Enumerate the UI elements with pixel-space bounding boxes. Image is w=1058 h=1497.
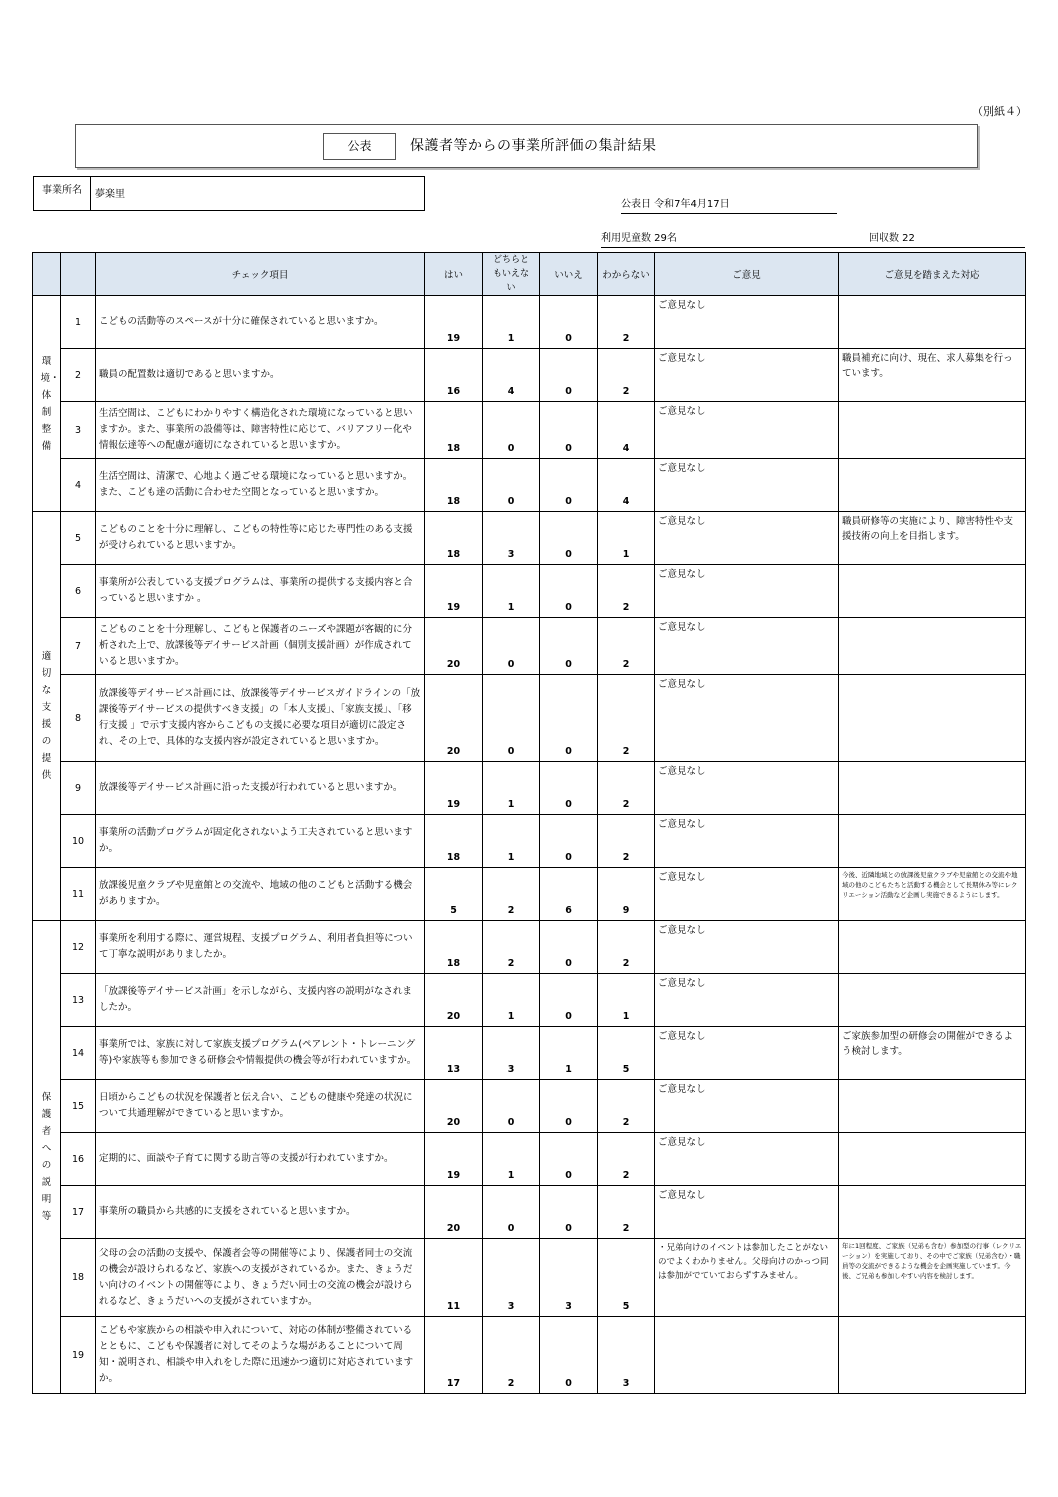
appendix-label: （別紙４）: [972, 105, 1027, 118]
opinion-text: ご意見なし: [655, 1133, 839, 1186]
public-label: 公表: [323, 133, 396, 160]
office-box: [33, 176, 425, 211]
evaluation-table: [32, 252, 1026, 1394]
count-neither: 0: [483, 1186, 540, 1239]
question-text: 「放課後等デイサービス計画」を示しながら、支援内容の説明がなされましたか。: [96, 974, 425, 1027]
count-yes: 5: [425, 868, 483, 921]
count-unknown: 2: [598, 349, 655, 402]
table-row: [33, 1080, 1026, 1133]
question-text: 放課後等デイサービス計画には、放課後等デイサービスガイドラインの「放課後等デイサービスの提供すべき支援」の「本人支援」、「家族支援」、「移行支援 」で示す支援内容からこどもの支援に必要な項目が適切に設定され、その上で、具体的な支援内容が設定されていると思いますか。: [96, 675, 425, 762]
row-number: 3: [61, 402, 96, 459]
response-text: [839, 618, 1026, 675]
opinion-text: ご意見なし: [655, 1027, 839, 1080]
row-number: 14: [61, 1027, 96, 1080]
row-number: 16: [61, 1133, 96, 1186]
count-neither: 3: [483, 512, 540, 565]
title-box: [75, 124, 978, 168]
count-yes: 19: [425, 1133, 483, 1186]
count-neither: 2: [483, 868, 540, 921]
row-number: 12: [61, 921, 96, 974]
question-text: 放課後等デイサービス計画に沿った支援が行われていると思いますか。: [96, 762, 425, 815]
count-yes: 13: [425, 1027, 483, 1080]
count-no: 0: [540, 618, 598, 675]
response-text: [839, 1186, 1026, 1239]
count-unknown: 9: [598, 868, 655, 921]
question-text: 事業所では、家族に対して家族支援プログラム(ペアレント・トレーニング等)や家族等も参加できる研修会や情報提供の機会等が行われていますか。: [96, 1027, 425, 1080]
table-row: [33, 1317, 1026, 1394]
header-opinion: ご意見: [655, 253, 839, 296]
table-row: [33, 921, 1026, 974]
row-number: 2: [61, 349, 96, 402]
table-row: [33, 296, 1026, 349]
question-text: 生活空間は、こどもにわかりやすく構造化された環境になっていると思いますか。また、事業所の設備等は、障害特性に応じて、バリアフリー化や情報伝達等への配慮が適切になされていると思いますか。: [96, 402, 425, 459]
opinion-text: ご意見なし: [655, 1186, 839, 1239]
opinion-text: [655, 1317, 839, 1394]
response-text: [839, 1317, 1026, 1394]
opinion-text: ご意見なし: [655, 762, 839, 815]
user-summary: [601, 229, 1025, 248]
count-no: 6: [540, 868, 598, 921]
response-text: [839, 815, 1026, 868]
count-yes: 16: [425, 349, 483, 402]
table-row: [33, 1133, 1026, 1186]
count-neither: 1: [483, 815, 540, 868]
response-text: 職員補充に向け、現在、求人募集を行っています。: [839, 349, 1026, 402]
count-no: 0: [540, 459, 598, 512]
question-text: こどものことを十分に理解し、こどもの特性等に応じた専門性のある支援が受けられていると思いますか。: [96, 512, 425, 565]
count-unknown: 2: [598, 296, 655, 349]
count-unknown: 1: [598, 512, 655, 565]
question-text: 事業所の活動プログラムが固定化されないよう工夫されていると思いますか。: [96, 815, 425, 868]
count-unknown: 5: [598, 1027, 655, 1080]
count-unknown: 2: [598, 618, 655, 675]
response-text: [839, 296, 1026, 349]
count-neither: 1: [483, 974, 540, 1027]
header-response: ご意見を踏まえた対応: [839, 253, 1026, 296]
opinion-text: ご意見なし: [655, 921, 839, 974]
question-text: 事業所が公表している支援プログラムは、事業所の提供する支援内容と合っていると思いますか 。: [96, 565, 425, 618]
question-text: こどもや家族からの相談や申入れについて、対応の体制が整備されているとともに、こどもや保護者に対してそのような場があることについて周知・説明され、相談や申入れをした際に迅速かつ適切に対応されていますか。: [96, 1317, 425, 1394]
count-unknown: 2: [598, 675, 655, 762]
row-number: 9: [61, 762, 96, 815]
page-title: 保護者等からの事業所評価の集計結果: [410, 138, 657, 154]
table-row: [33, 349, 1026, 402]
row-number: 19: [61, 1317, 96, 1394]
count-neither: 0: [483, 459, 540, 512]
opinion-text: ご意見なし: [655, 974, 839, 1027]
count-no: 0: [540, 762, 598, 815]
count-yes: 11: [425, 1239, 483, 1317]
opinion-text: ご意見なし: [655, 815, 839, 868]
table-row: [33, 459, 1026, 512]
row-number: 5: [61, 512, 96, 565]
question-text: こどもの活動等のスペースが十分に確保されていると思いますか。: [96, 296, 425, 349]
row-number: 18: [61, 1239, 96, 1317]
response-text: [839, 1080, 1026, 1133]
count-yes: 20: [425, 1080, 483, 1133]
count-no: 0: [540, 349, 598, 402]
opinion-text: ご意見なし: [655, 512, 839, 565]
header-unknown: わからない: [598, 253, 655, 296]
count-unknown: 2: [598, 565, 655, 618]
opinion-text: ご意見なし: [655, 459, 839, 512]
table-row: [33, 512, 1026, 565]
section-text: 保護者への説明等: [41, 1092, 52, 1222]
count-unknown: 2: [598, 1186, 655, 1239]
table-row: [33, 402, 1026, 459]
response-text: [839, 762, 1026, 815]
count-yes: 19: [425, 762, 483, 815]
count-yes: 18: [425, 402, 483, 459]
question-text: 職員の配置数は適切であると思いますか。: [96, 349, 425, 402]
count-yes: 18: [425, 921, 483, 974]
count-unknown: 3: [598, 1317, 655, 1394]
question-text: 放課後児童クラブや児童館との交流や、地域の他のこどもと活動する機会がありますか。: [96, 868, 425, 921]
row-number: 15: [61, 1080, 96, 1133]
count-neither: 1: [483, 1133, 540, 1186]
question-text: こどものことを十分理解し、こどもと保護者のニーズや課題が客観的に分析された上で、放課後等デイサービス計画（個別支援計画）が作成されていると思いますか。: [96, 618, 425, 675]
response-text: [839, 675, 1026, 762]
count-no: 0: [540, 1133, 598, 1186]
count-yes: 19: [425, 296, 483, 349]
count-no: 1: [540, 1027, 598, 1080]
count-no: 3: [540, 1239, 598, 1317]
header-blank: [61, 253, 96, 296]
row-number: 4: [61, 459, 96, 512]
section-label: [33, 921, 61, 1394]
count-neither: 4: [483, 349, 540, 402]
response-text: [839, 1133, 1026, 1186]
count-no: 0: [540, 921, 598, 974]
row-number: 7: [61, 618, 96, 675]
response-text: [839, 974, 1026, 1027]
question-text: 事業所を利用する際に、運営規程、支援プログラム、利用者負担等について丁寧な説明がありましたか。: [96, 921, 425, 974]
publish-date: 公表日 令和7年4月17日: [621, 195, 837, 214]
count-neither: 3: [483, 1027, 540, 1080]
row-number: 8: [61, 675, 96, 762]
count-unknown: 4: [598, 459, 655, 512]
count-no: 0: [540, 1080, 598, 1133]
header-row: [33, 253, 1026, 296]
table-row: [33, 868, 1026, 921]
count-unknown: 2: [598, 762, 655, 815]
count-no: 0: [540, 815, 598, 868]
header-blank: [33, 253, 61, 296]
count-neither: 0: [483, 675, 540, 762]
table-row: [33, 618, 1026, 675]
question-text: 日頃からこどもの状況を保護者と伝え合い、こどもの健康や発達の状況について共通理解ができていると思いますか。: [96, 1080, 425, 1133]
table-row: [33, 974, 1026, 1027]
count-unknown: 4: [598, 402, 655, 459]
response-text: [839, 565, 1026, 618]
count-neither: 0: [483, 1080, 540, 1133]
count-yes: 20: [425, 1186, 483, 1239]
count-unknown: 1: [598, 974, 655, 1027]
opinion-text: ご意見なし: [655, 868, 839, 921]
opinion-text: ご意見なし: [655, 349, 839, 402]
opinion-text: ご意見なし: [655, 565, 839, 618]
count-no: 0: [540, 1317, 598, 1394]
count-unknown: 5: [598, 1239, 655, 1317]
table-row: [33, 1186, 1026, 1239]
response-text: 年に1回程度、ご家族（兄弟も含む）参加型の行事（レクリエーション）を実施しており、その中でご家族（兄弟含む）・職員等の交流ができるような機会を企画実施しています。今後、ご兄弟も参加しやすい内容を検討します。: [839, 1239, 1026, 1317]
table-row: [33, 675, 1026, 762]
question-text: 父母の会の活動の支援や、保護者会等の開催等により、保護者同士の交流の機会が設けられるなど、家族への支援がされているか。また、きょうだい向けのイベントの開催等により、きょうだい同士の交流の機会が設けられるなど、きょうだいへの支援がされていますか。: [96, 1239, 425, 1317]
table-row: [33, 1027, 1026, 1080]
opinion-text: ご意見なし: [655, 402, 839, 459]
question-text: 生活空間は、清潔で、心地よく過ごせる環境になっていると思いますか。また、こども達の活動に合わせた空間となっていると思いますか。: [96, 459, 425, 512]
count-neither: 1: [483, 296, 540, 349]
count-unknown: 2: [598, 815, 655, 868]
response-count: 回収数 22: [869, 233, 915, 244]
count-no: 0: [540, 402, 598, 459]
row-number: 1: [61, 296, 96, 349]
count-yes: 19: [425, 565, 483, 618]
header-neither: どちらともいえない: [483, 253, 540, 296]
row-number: 6: [61, 565, 96, 618]
row-number: 13: [61, 974, 96, 1027]
office-label: 事業所名: [34, 177, 91, 210]
count-unknown: 2: [598, 1080, 655, 1133]
count-yes: 18: [425, 512, 483, 565]
opinion-text: ご意見なし: [655, 675, 839, 762]
row-number: 11: [61, 868, 96, 921]
count-no: 0: [540, 675, 598, 762]
count-no: 0: [540, 565, 598, 618]
question-text: 事業所の職員から共感的に支援をされていると思いますか。: [96, 1186, 425, 1239]
count-yes: 20: [425, 618, 483, 675]
section-label: [33, 296, 61, 512]
response-text: 職員研修等の実施により、障害特性や支援技術の向上を目指します。: [839, 512, 1026, 565]
table-row: [33, 1239, 1026, 1317]
count-neither: 0: [483, 618, 540, 675]
question-text: 定期的に、面談や子育てに関する助言等の支援が行われていますか。: [96, 1133, 425, 1186]
user-count: 利用児童数 29名: [601, 233, 677, 244]
count-yes: 20: [425, 974, 483, 1027]
section-text: 環境・体制整備: [40, 355, 60, 452]
count-unknown: 2: [598, 1133, 655, 1186]
opinion-text: ・兄弟向けのイベントは参加したことがないのでよくわかりません。父母向けのかっつ同は参加がでていておらずすみません。: [655, 1239, 839, 1317]
header-no: いいえ: [540, 253, 598, 296]
count-unknown: 2: [598, 921, 655, 974]
opinion-text: ご意見なし: [655, 618, 839, 675]
table-row: [33, 815, 1026, 868]
count-no: 0: [540, 512, 598, 565]
count-neither: 2: [483, 1317, 540, 1394]
count-neither: 3: [483, 1239, 540, 1317]
count-neither: 1: [483, 762, 540, 815]
count-no: 0: [540, 296, 598, 349]
row-number: 10: [61, 815, 96, 868]
response-text: [839, 459, 1026, 512]
count-neither: 2: [483, 921, 540, 974]
response-text: 今後、近隣地域との放課後児童クラブや児童館との交流や地域の他のこどもたちと活動する機会として長期休み等にレクリエーション活動など企画し実施できるようにします。: [839, 868, 1026, 921]
response-text: [839, 402, 1026, 459]
count-yes: 20: [425, 675, 483, 762]
count-no: 0: [540, 1186, 598, 1239]
count-yes: 18: [425, 815, 483, 868]
row-number: 17: [61, 1186, 96, 1239]
count-neither: 1: [483, 565, 540, 618]
opinion-text: ご意見なし: [655, 296, 839, 349]
count-yes: 17: [425, 1317, 483, 1394]
response-text: ご家族参加型の研修会の開催ができるよう検討します。: [839, 1027, 1026, 1080]
count-neither: 0: [483, 402, 540, 459]
table-row: [33, 762, 1026, 815]
table-row: [33, 565, 1026, 618]
office-name: 夢楽里: [95, 189, 125, 200]
opinion-text: ご意見なし: [655, 1080, 839, 1133]
count-no: 0: [540, 974, 598, 1027]
header-yes: はい: [425, 253, 483, 296]
count-yes: 18: [425, 459, 483, 512]
section-text: 適切な支援の提供: [41, 651, 52, 781]
header-check: チェック項目: [96, 253, 425, 296]
response-text: [839, 921, 1026, 974]
section-label: [33, 512, 61, 921]
